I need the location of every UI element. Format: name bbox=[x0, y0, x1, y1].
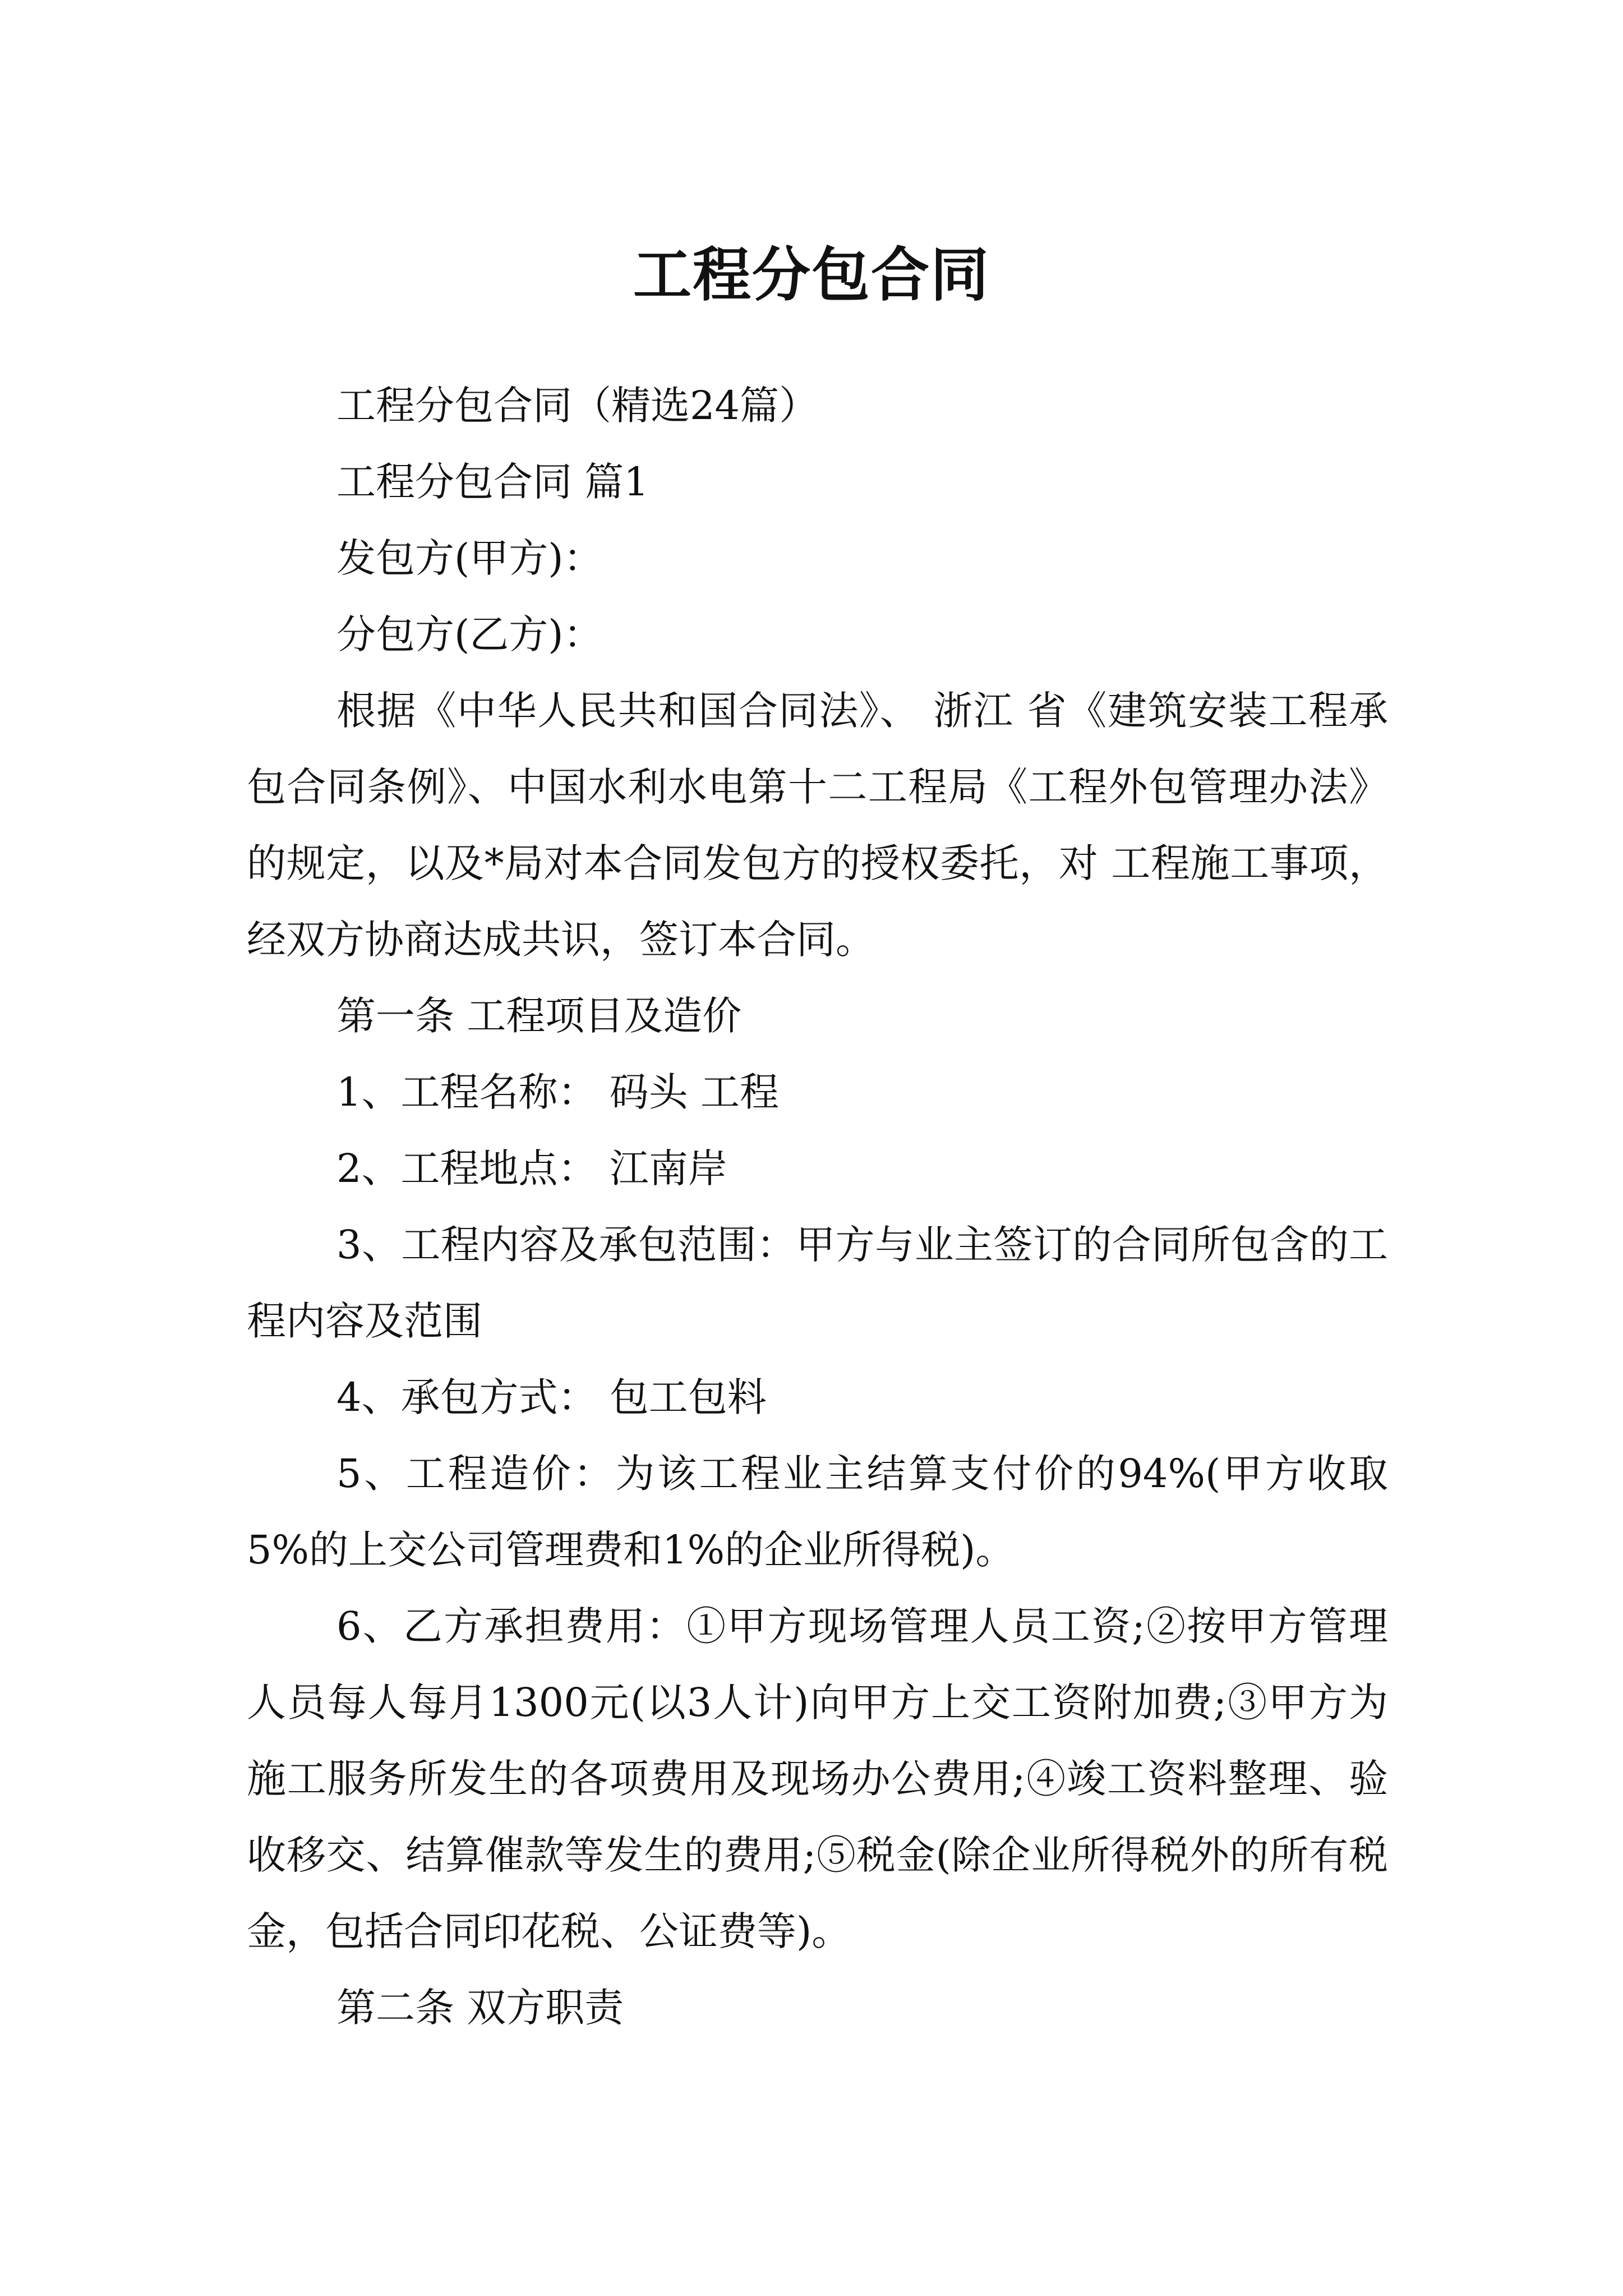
document-title: 工程分包合同 bbox=[633, 240, 990, 309]
paragraph-party-a: 发包方(甲方)： bbox=[336, 535, 603, 581]
paragraph-contract-method: 4、承包方式： 包工包料 bbox=[336, 1374, 767, 1420]
paragraph-party-b-costs: 6、乙方承担费用：①甲方现场管理人员工资;②按甲方管理人员每人每月1300元(以3人计)向甲方上交工资附加费;③甲方为施工服务所发生的各项费用及现场办公费用;④竣工资料整理、验收移交、结算催款等发生的费用;⑤税金(除企业所得税外的所有税金，包括合同印花税、公证费等)。 bbox=[247, 1603, 1388, 1954]
paragraph-legal-basis: 根据《中华人民共和国合同法》、 浙江 省《建筑安装工程承包合同条例》、中国水利水电第十二工程局《工程外包管理办法》的规定，以及*局对本合同发包方的授权委托，对 工程施工事项，经双方协商达成共识，签订本合同。 bbox=[247, 688, 1388, 963]
paragraph-project-name: 1、工程名称： 码头 工程 bbox=[336, 1069, 780, 1115]
paragraph-contract-number: 工程分包合同 篇1 bbox=[336, 459, 649, 505]
paragraph-collection-title: 工程分包合同（精选24篇） bbox=[336, 383, 819, 429]
paragraph-project-cost: 5、工程造价：为该工程业主结算支付价的94%(甲方收取5%的上交公司管理费和1%的企业所得税)。 bbox=[247, 1451, 1388, 1573]
document-body bbox=[247, 367, 1388, 2046]
paragraph-party-b: 分包方(乙方)： bbox=[336, 611, 603, 657]
paragraph-project-scope: 3、工程内容及承包范围：甲方与业主签订的合同所包含的工程内容及范围 bbox=[247, 1222, 1388, 1344]
section-heading-article-1: 第一条 工程项目及造价 bbox=[336, 993, 742, 1039]
section-heading-article-2: 第二条 双方职责 bbox=[336, 1985, 624, 2031]
paragraph-project-location: 2、工程地点： 江南岸 bbox=[336, 1145, 727, 1191]
